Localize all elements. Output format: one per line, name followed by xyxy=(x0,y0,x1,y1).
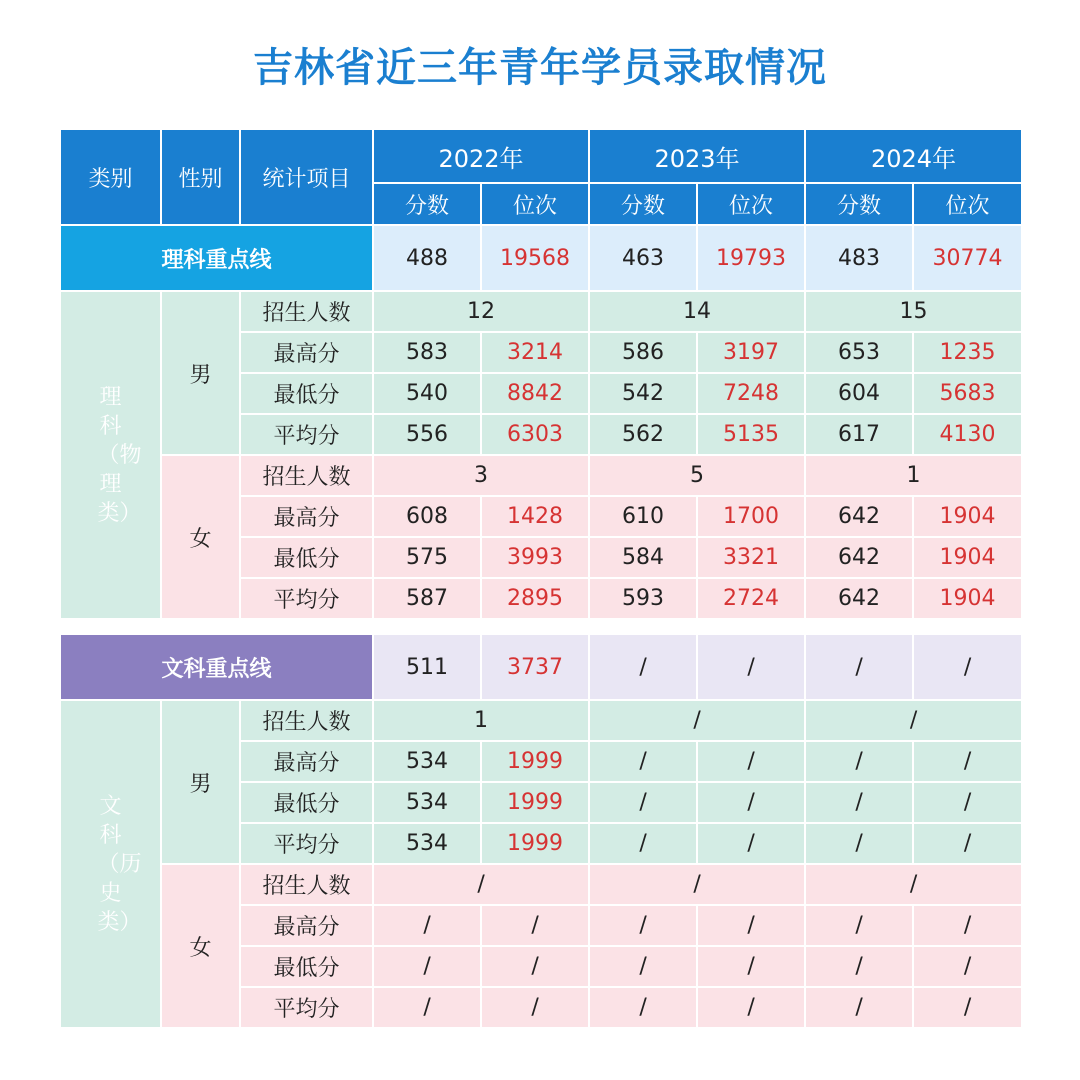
table-row xyxy=(60,291,1022,332)
rank-cell: 1235 xyxy=(913,332,1022,373)
score-cell: 587 xyxy=(373,578,481,619)
rank-cell: / xyxy=(697,741,805,782)
row-label: 招生人数 xyxy=(240,291,373,332)
header-category: 类别 xyxy=(60,129,161,225)
table-row xyxy=(60,700,1022,741)
score-cell: 642 xyxy=(805,578,913,619)
keyline-rank: 19793 xyxy=(697,225,805,291)
arts-keyline-label: 文科重点线 xyxy=(60,634,373,700)
rank-cell: / xyxy=(697,905,805,946)
score-cell: 584 xyxy=(589,537,697,578)
score-cell: / xyxy=(373,987,481,1028)
score-cell: 575 xyxy=(373,537,481,578)
score-cell: / xyxy=(805,823,913,864)
score-cell: / xyxy=(373,946,481,987)
rank-cell: 5135 xyxy=(697,414,805,455)
score-cell: / xyxy=(805,741,913,782)
score-cell: / xyxy=(373,905,481,946)
score-cell: / xyxy=(589,905,697,946)
rank-cell: / xyxy=(481,946,589,987)
enroll-count: / xyxy=(589,700,805,741)
arts-table xyxy=(59,633,1023,1029)
header-year-2022: 2022年 xyxy=(373,129,589,183)
header-score: 分数 xyxy=(373,183,481,225)
score-cell: 562 xyxy=(589,414,697,455)
table-row xyxy=(60,455,1022,496)
enroll-count: 3 xyxy=(373,455,589,496)
keyline-rank: 30774 xyxy=(913,225,1022,291)
rank-cell: 3321 xyxy=(697,537,805,578)
keyline-score: / xyxy=(589,634,697,700)
gender-female: 女 xyxy=(161,864,240,1028)
header-year-2023: 2023年 xyxy=(589,129,805,183)
header-gender: 性别 xyxy=(161,129,240,225)
rank-cell: / xyxy=(481,905,589,946)
header-item: 统计项目 xyxy=(240,129,373,225)
rank-cell: 5683 xyxy=(913,373,1022,414)
row-label: 招生人数 xyxy=(240,864,373,905)
score-cell: 534 xyxy=(373,782,481,823)
score-cell: 534 xyxy=(373,823,481,864)
score-cell: 653 xyxy=(805,332,913,373)
category-text: 理科（物理类） xyxy=(97,384,142,526)
score-cell: / xyxy=(589,823,697,864)
rank-cell: 2895 xyxy=(481,578,589,619)
keyline-rank: 19568 xyxy=(481,225,589,291)
rank-cell: 1999 xyxy=(481,823,589,864)
rank-cell: 3214 xyxy=(481,332,589,373)
header-rank: 位次 xyxy=(697,183,805,225)
enroll-count: / xyxy=(589,864,805,905)
rank-cell: / xyxy=(697,782,805,823)
rank-cell: 1428 xyxy=(481,496,589,537)
header-rank: 位次 xyxy=(913,183,1022,225)
keyline-score: 511 xyxy=(373,634,481,700)
gender-male: 男 xyxy=(161,700,240,864)
rank-cell: / xyxy=(913,741,1022,782)
enroll-count: 5 xyxy=(589,455,805,496)
row-label: 最高分 xyxy=(240,496,373,537)
rank-cell: 1999 xyxy=(481,782,589,823)
header-score: 分数 xyxy=(589,183,697,225)
rank-cell: / xyxy=(697,987,805,1028)
score-cell: 586 xyxy=(589,332,697,373)
rank-cell: / xyxy=(913,823,1022,864)
enroll-count: 1 xyxy=(373,700,589,741)
row-label: 招生人数 xyxy=(240,455,373,496)
table-row xyxy=(60,864,1022,905)
score-cell: 617 xyxy=(805,414,913,455)
enroll-count: 14 xyxy=(589,291,805,332)
score-cell: 540 xyxy=(373,373,481,414)
rank-cell: 2724 xyxy=(697,578,805,619)
page-title: 吉林省近三年青年学员录取情况 xyxy=(253,45,827,91)
row-label: 最低分 xyxy=(240,946,373,987)
row-label: 招生人数 xyxy=(240,700,373,741)
row-label: 最高分 xyxy=(240,741,373,782)
rank-cell: 1999 xyxy=(481,741,589,782)
score-cell: 542 xyxy=(589,373,697,414)
rank-cell: / xyxy=(913,782,1022,823)
header-year-2024: 2024年 xyxy=(805,129,1022,183)
rank-cell: / xyxy=(697,823,805,864)
rank-cell: / xyxy=(913,946,1022,987)
score-cell: 593 xyxy=(589,578,697,619)
score-cell: 642 xyxy=(805,537,913,578)
score-cell: / xyxy=(589,741,697,782)
keyline-rank: / xyxy=(913,634,1022,700)
row-label: 最高分 xyxy=(240,905,373,946)
row-label: 平均分 xyxy=(240,578,373,619)
row-label: 最低分 xyxy=(240,373,373,414)
rank-cell: 1904 xyxy=(913,537,1022,578)
rank-cell: 1904 xyxy=(913,578,1022,619)
category-text: 文科（历史类） xyxy=(97,793,142,935)
score-cell: / xyxy=(805,782,913,823)
rank-cell: / xyxy=(913,905,1022,946)
row-label: 平均分 xyxy=(240,414,373,455)
score-cell: 608 xyxy=(373,496,481,537)
enroll-count: 12 xyxy=(373,291,589,332)
row-label: 最低分 xyxy=(240,537,373,578)
rank-cell: 1700 xyxy=(697,496,805,537)
row-label: 最低分 xyxy=(240,782,373,823)
rank-cell: 3197 xyxy=(697,332,805,373)
keyline-score: 463 xyxy=(589,225,697,291)
row-label: 平均分 xyxy=(240,987,373,1028)
score-cell: 583 xyxy=(373,332,481,373)
score-cell: / xyxy=(589,946,697,987)
rank-cell: 6303 xyxy=(481,414,589,455)
rank-cell: / xyxy=(913,987,1022,1028)
row-label: 平均分 xyxy=(240,823,373,864)
keyline-score: / xyxy=(805,634,913,700)
rank-cell: 4130 xyxy=(913,414,1022,455)
gender-male: 男 xyxy=(161,291,240,455)
score-cell: / xyxy=(805,946,913,987)
enroll-count: 15 xyxy=(805,291,1022,332)
score-cell: 610 xyxy=(589,496,697,537)
row-label: 最高分 xyxy=(240,332,373,373)
score-cell: / xyxy=(589,987,697,1028)
score-cell: 534 xyxy=(373,741,481,782)
enroll-count: / xyxy=(373,864,589,905)
arts-category-label xyxy=(60,700,161,1028)
keyline-rank: 3737 xyxy=(481,634,589,700)
score-cell: 604 xyxy=(805,373,913,414)
science-keyline-label: 理科重点线 xyxy=(60,225,373,291)
rank-cell: 1904 xyxy=(913,496,1022,537)
enroll-count: 1 xyxy=(805,455,1022,496)
rank-cell: 8842 xyxy=(481,373,589,414)
rank-cell: 7248 xyxy=(697,373,805,414)
keyline-rank: / xyxy=(697,634,805,700)
header-rank: 位次 xyxy=(481,183,589,225)
rank-cell: / xyxy=(481,987,589,1028)
score-cell: / xyxy=(805,905,913,946)
rank-cell: / xyxy=(697,946,805,987)
science-table xyxy=(59,128,1023,620)
score-cell: / xyxy=(805,987,913,1028)
rank-cell: 3993 xyxy=(481,537,589,578)
enroll-count: / xyxy=(805,700,1022,741)
score-cell: 556 xyxy=(373,414,481,455)
header-score: 分数 xyxy=(805,183,913,225)
science-category-label xyxy=(60,291,161,619)
gender-female: 女 xyxy=(161,455,240,619)
score-cell: 642 xyxy=(805,496,913,537)
enroll-count: / xyxy=(805,864,1022,905)
keyline-score: 488 xyxy=(373,225,481,291)
keyline-score: 483 xyxy=(805,225,913,291)
score-cell: / xyxy=(589,782,697,823)
